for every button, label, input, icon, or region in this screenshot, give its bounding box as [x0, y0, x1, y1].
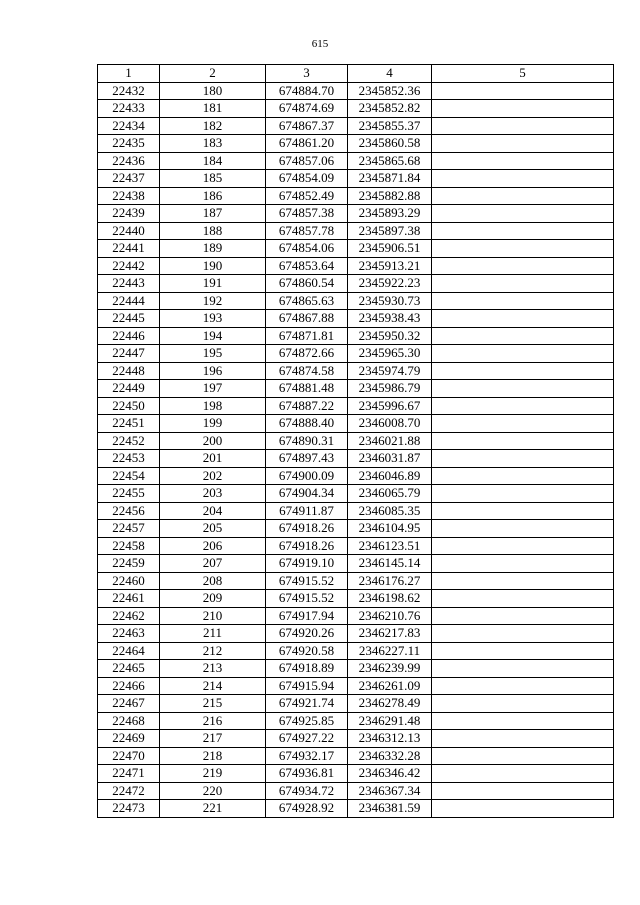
page-number: 615	[311, 38, 329, 50]
table-cell-col-2: 217	[160, 730, 266, 748]
table-cell-col-4: 2346227.11	[348, 642, 432, 660]
table-cell-col-2: 213	[160, 660, 266, 678]
table-cell-col-1: 22433	[98, 100, 160, 118]
table-cell-col-4: 2346217.83	[348, 625, 432, 643]
table-row	[98, 310, 614, 328]
table-cell-col-1: 22466	[98, 677, 160, 695]
table-row	[98, 205, 614, 223]
table-cell-col-2: 214	[160, 677, 266, 695]
table-cell-col-4: 2345860.58	[348, 135, 432, 153]
table-cell-col-2: 193	[160, 310, 266, 328]
table-cell-col-4: 2346291.48	[348, 712, 432, 730]
table-row	[98, 642, 614, 660]
table-cell-col-1: 22437	[98, 170, 160, 188]
table-row	[98, 240, 614, 258]
table-row	[98, 765, 614, 783]
table-cell-col-5	[432, 275, 614, 293]
table-cell-col-2: 200	[160, 432, 266, 450]
table-cell-col-5	[432, 432, 614, 450]
table-cell-col-3: 674927.22	[266, 730, 348, 748]
table-cell-col-5	[432, 292, 614, 310]
table-cell-col-5	[432, 572, 614, 590]
table-cell-col-5	[432, 362, 614, 380]
column-header-5: 5	[432, 65, 614, 83]
table-row	[98, 345, 614, 363]
table-row	[98, 275, 614, 293]
table-row	[98, 712, 614, 730]
table-cell-col-1: 22441	[98, 240, 160, 258]
table-cell-col-2: 191	[160, 275, 266, 293]
table-cell-col-1: 22438	[98, 187, 160, 205]
table-cell-col-3: 674857.38	[266, 205, 348, 223]
table-cell-col-4: 2345893.29	[348, 205, 432, 223]
table-cell-col-2: 205	[160, 520, 266, 538]
table-cell-col-2: 185	[160, 170, 266, 188]
table-cell-col-3: 674918.26	[266, 537, 348, 555]
table-row	[98, 450, 614, 468]
table-cell-col-5	[432, 765, 614, 783]
table-cell-col-2: 202	[160, 467, 266, 485]
table-cell-col-1: 22454	[98, 467, 160, 485]
table-cell-col-2: 212	[160, 642, 266, 660]
table-cell-col-1: 22463	[98, 625, 160, 643]
table-cell-col-5	[432, 450, 614, 468]
table-cell-col-3: 674860.54	[266, 275, 348, 293]
table-cell-col-4: 2346021.88	[348, 432, 432, 450]
table-cell-col-3: 674884.70	[266, 82, 348, 100]
table-cell-col-1: 22464	[98, 642, 160, 660]
table-cell-col-3: 674918.26	[266, 520, 348, 538]
table-cell-col-4: 2345897.38	[348, 222, 432, 240]
table-cell-col-3: 674854.06	[266, 240, 348, 258]
table-cell-col-4: 2345855.37	[348, 117, 432, 135]
table-cell-col-3: 674920.58	[266, 642, 348, 660]
column-header-3: 3	[266, 65, 348, 83]
table-cell-col-2: 180	[160, 82, 266, 100]
table-cell-col-1: 22458	[98, 537, 160, 555]
table-body	[98, 82, 614, 817]
table-row	[98, 187, 614, 205]
table-cell-col-2: 215	[160, 695, 266, 713]
table-cell-col-4: 2345974.79	[348, 362, 432, 380]
table-cell-col-4: 2345922.23	[348, 275, 432, 293]
table-cell-col-3: 674911.87	[266, 502, 348, 520]
table-cell-col-1: 22462	[98, 607, 160, 625]
table-cell-col-4: 2346145.14	[348, 555, 432, 573]
table-row	[98, 572, 614, 590]
table-row	[98, 82, 614, 100]
table-row	[98, 467, 614, 485]
table-cell-col-4: 2346031.87	[348, 450, 432, 468]
table-cell-col-1: 22469	[98, 730, 160, 748]
table-cell-col-3: 674915.52	[266, 590, 348, 608]
table-row	[98, 537, 614, 555]
table-header	[98, 65, 614, 83]
table-cell-col-1: 22473	[98, 800, 160, 818]
table-cell-col-3: 674874.69	[266, 100, 348, 118]
table-cell-col-2: 209	[160, 590, 266, 608]
table-cell-col-5	[432, 782, 614, 800]
table-cell-col-2: 204	[160, 502, 266, 520]
table-cell-col-3: 674881.48	[266, 380, 348, 398]
table-cell-col-2: 198	[160, 397, 266, 415]
table-cell-col-5	[432, 607, 614, 625]
table-row	[98, 380, 614, 398]
table-row	[98, 117, 614, 135]
table-cell-col-4: 2346332.28	[348, 747, 432, 765]
table-row	[98, 782, 614, 800]
table-cell-col-4: 2346176.27	[348, 572, 432, 590]
table-cell-col-3: 674887.22	[266, 397, 348, 415]
table-row	[98, 432, 614, 450]
table-cell-col-1: 22465	[98, 660, 160, 678]
table-cell-col-1: 22443	[98, 275, 160, 293]
table-cell-col-2: 183	[160, 135, 266, 153]
table-cell-col-1: 22457	[98, 520, 160, 538]
table-cell-col-5	[432, 310, 614, 328]
table-row	[98, 502, 614, 520]
table-cell-col-1: 22470	[98, 747, 160, 765]
table-cell-col-3: 674857.78	[266, 222, 348, 240]
table-cell-col-1: 22472	[98, 782, 160, 800]
table-cell-col-5	[432, 327, 614, 345]
table-cell-col-2: 188	[160, 222, 266, 240]
table-cell-col-3: 674857.06	[266, 152, 348, 170]
table-row	[98, 100, 614, 118]
table-cell-col-4: 2346123.51	[348, 537, 432, 555]
table-cell-col-1: 22447	[98, 345, 160, 363]
table-cell-col-5	[432, 170, 614, 188]
table-cell-col-5	[432, 82, 614, 100]
table-cell-col-5	[432, 485, 614, 503]
table-cell-col-2: 211	[160, 625, 266, 643]
table-cell-col-5	[432, 625, 614, 643]
table-cell-col-5	[432, 100, 614, 118]
table-cell-col-5	[432, 730, 614, 748]
table-cell-col-5	[432, 520, 614, 538]
table-cell-col-5	[432, 415, 614, 433]
table-cell-col-5	[432, 380, 614, 398]
table-cell-col-3: 674874.58	[266, 362, 348, 380]
table-row	[98, 520, 614, 538]
table-row	[98, 327, 614, 345]
table-cell-col-5	[432, 747, 614, 765]
table-cell-col-5	[432, 117, 614, 135]
table-cell-col-4: 2345965.30	[348, 345, 432, 363]
table-cell-col-3: 674915.52	[266, 572, 348, 590]
coordinates-table	[97, 64, 614, 818]
table-row	[98, 660, 614, 678]
table-cell-col-1: 22468	[98, 712, 160, 730]
table-row	[98, 747, 614, 765]
table-cell-col-1: 22456	[98, 502, 160, 520]
table-cell-col-2: 189	[160, 240, 266, 258]
table-cell-col-2: 186	[160, 187, 266, 205]
table-cell-col-3: 674932.17	[266, 747, 348, 765]
table-cell-col-3: 674871.81	[266, 327, 348, 345]
table-cell-col-3: 674925.85	[266, 712, 348, 730]
table-cell-col-3: 674920.26	[266, 625, 348, 643]
table-cell-col-3: 674888.40	[266, 415, 348, 433]
table-cell-col-1: 22432	[98, 82, 160, 100]
table-cell-col-1: 22461	[98, 590, 160, 608]
table-cell-col-1: 22460	[98, 572, 160, 590]
table-cell-col-5	[432, 397, 614, 415]
table-cell-col-2: 192	[160, 292, 266, 310]
table-cell-col-2: 218	[160, 747, 266, 765]
table-cell-col-2: 199	[160, 415, 266, 433]
table-cell-col-1: 22449	[98, 380, 160, 398]
table-cell-col-1: 22452	[98, 432, 160, 450]
table-cell-col-5	[432, 800, 614, 818]
table-cell-col-1: 22439	[98, 205, 160, 223]
table-cell-col-2: 201	[160, 450, 266, 468]
table-cell-col-5	[432, 712, 614, 730]
table-row	[98, 292, 614, 310]
table-cell-col-3: 674872.66	[266, 345, 348, 363]
table-cell-col-4: 2346104.95	[348, 520, 432, 538]
table-cell-col-4: 2345852.36	[348, 82, 432, 100]
table-cell-col-1: 22435	[98, 135, 160, 153]
table-row	[98, 152, 614, 170]
table-cell-col-1: 22434	[98, 117, 160, 135]
table-cell-col-2: 210	[160, 607, 266, 625]
table-cell-col-3: 674854.09	[266, 170, 348, 188]
table-cell-col-4: 2346261.09	[348, 677, 432, 695]
table-cell-col-1: 22455	[98, 485, 160, 503]
table-cell-col-5	[432, 660, 614, 678]
table-cell-col-4: 2345871.84	[348, 170, 432, 188]
table-cell-col-5	[432, 205, 614, 223]
table-cell-col-1: 22436	[98, 152, 160, 170]
table-cell-col-5	[432, 590, 614, 608]
table-row	[98, 257, 614, 275]
table-row	[98, 695, 614, 713]
table-cell-col-3: 674928.92	[266, 800, 348, 818]
table-cell-col-4: 2346210.76	[348, 607, 432, 625]
table-cell-col-2: 216	[160, 712, 266, 730]
table-cell-col-5	[432, 537, 614, 555]
table-cell-col-4: 2346367.34	[348, 782, 432, 800]
table-cell-col-2: 190	[160, 257, 266, 275]
table-row	[98, 590, 614, 608]
table-row	[98, 800, 614, 818]
table-cell-col-3: 674852.49	[266, 187, 348, 205]
table-cell-col-4: 2346312.13	[348, 730, 432, 748]
table-cell-col-2: 208	[160, 572, 266, 590]
table-row	[98, 730, 614, 748]
table-cell-col-2: 207	[160, 555, 266, 573]
table-cell-col-1: 22442	[98, 257, 160, 275]
table-cell-col-2: 203	[160, 485, 266, 503]
table-cell-col-3: 674917.94	[266, 607, 348, 625]
column-header-2: 2	[160, 65, 266, 83]
table-cell-col-2: 220	[160, 782, 266, 800]
table-cell-col-2: 221	[160, 800, 266, 818]
table-cell-col-4: 2345906.51	[348, 240, 432, 258]
table-cell-col-1: 22440	[98, 222, 160, 240]
table-row	[98, 362, 614, 380]
table-cell-col-1: 22453	[98, 450, 160, 468]
table-cell-col-1: 22467	[98, 695, 160, 713]
table-cell-col-4: 2346239.99	[348, 660, 432, 678]
table-cell-col-3: 674867.88	[266, 310, 348, 328]
table-cell-col-3: 674861.20	[266, 135, 348, 153]
table-cell-col-2: 195	[160, 345, 266, 363]
table-cell-col-2: 182	[160, 117, 266, 135]
table-cell-col-3: 674900.09	[266, 467, 348, 485]
table-cell-col-2: 194	[160, 327, 266, 345]
table-cell-col-3: 674865.63	[266, 292, 348, 310]
table-cell-col-5	[432, 152, 614, 170]
table-cell-col-4: 2345913.21	[348, 257, 432, 275]
table-cell-col-2: 184	[160, 152, 266, 170]
table-cell-col-2: 181	[160, 100, 266, 118]
column-header-4: 4	[348, 65, 432, 83]
column-header-1: 1	[98, 65, 160, 83]
table-cell-col-5	[432, 467, 614, 485]
table-cell-col-4: 2345865.68	[348, 152, 432, 170]
table-cell-col-3: 674915.94	[266, 677, 348, 695]
table-cell-col-4: 2346278.49	[348, 695, 432, 713]
table-cell-col-4: 2346381.59	[348, 800, 432, 818]
table-row	[98, 677, 614, 695]
table-cell-col-5	[432, 677, 614, 695]
table-cell-col-1: 22446	[98, 327, 160, 345]
table-cell-col-5	[432, 345, 614, 363]
table-cell-col-4: 2346198.62	[348, 590, 432, 608]
table-cell-col-2: 219	[160, 765, 266, 783]
table-cell-col-4: 2345930.73	[348, 292, 432, 310]
table-cell-col-5	[432, 695, 614, 713]
table-cell-col-2: 187	[160, 205, 266, 223]
table-row	[98, 485, 614, 503]
table-cell-col-3: 674867.37	[266, 117, 348, 135]
table-cell-col-5	[432, 502, 614, 520]
table-cell-col-4: 2345986.79	[348, 380, 432, 398]
table-cell-col-4: 2346085.35	[348, 502, 432, 520]
table-cell-col-4: 2345950.32	[348, 327, 432, 345]
table-cell-col-4: 2346046.89	[348, 467, 432, 485]
table-cell-col-4: 2345852.82	[348, 100, 432, 118]
table-cell-col-2: 197	[160, 380, 266, 398]
table-cell-col-3: 674936.81	[266, 765, 348, 783]
table-cell-col-4: 2345882.88	[348, 187, 432, 205]
table-row	[98, 170, 614, 188]
table-cell-col-1: 22445	[98, 310, 160, 328]
table-cell-col-1: 22459	[98, 555, 160, 573]
table-cell-col-1: 22448	[98, 362, 160, 380]
table-cell-col-4: 2346065.79	[348, 485, 432, 503]
table-row	[98, 607, 614, 625]
table-cell-col-3: 674897.43	[266, 450, 348, 468]
table-cell-col-5	[432, 555, 614, 573]
table-cell-col-3: 674919.10	[266, 555, 348, 573]
table-cell-col-4: 2345938.43	[348, 310, 432, 328]
table-cell-col-1: 22450	[98, 397, 160, 415]
table-cell-col-4: 2345996.67	[348, 397, 432, 415]
table-cell-col-3: 674890.31	[266, 432, 348, 450]
table-cell-col-5	[432, 257, 614, 275]
table-cell-col-3: 674934.72	[266, 782, 348, 800]
table-cell-col-2: 196	[160, 362, 266, 380]
table-cell-col-3: 674921.74	[266, 695, 348, 713]
table-cell-col-5	[432, 240, 614, 258]
table-cell-col-3: 674853.64	[266, 257, 348, 275]
table-cell-col-5	[432, 642, 614, 660]
table-cell-col-5	[432, 187, 614, 205]
table-cell-col-4: 2346346.42	[348, 765, 432, 783]
table-row	[98, 555, 614, 573]
table-row	[98, 397, 614, 415]
table-cell-col-3: 674904.34	[266, 485, 348, 503]
table-cell-col-5	[432, 222, 614, 240]
table-row	[98, 135, 614, 153]
table-cell-col-4: 2346008.70	[348, 415, 432, 433]
table-cell-col-5	[432, 135, 614, 153]
table-cell-col-2: 206	[160, 537, 266, 555]
table-cell-col-3: 674918.89	[266, 660, 348, 678]
table-cell-col-1: 22444	[98, 292, 160, 310]
table-row	[98, 222, 614, 240]
table-cell-col-1: 22471	[98, 765, 160, 783]
table-cell-col-1: 22451	[98, 415, 160, 433]
header-row	[98, 65, 614, 83]
table-row	[98, 415, 614, 433]
table-row	[98, 625, 614, 643]
